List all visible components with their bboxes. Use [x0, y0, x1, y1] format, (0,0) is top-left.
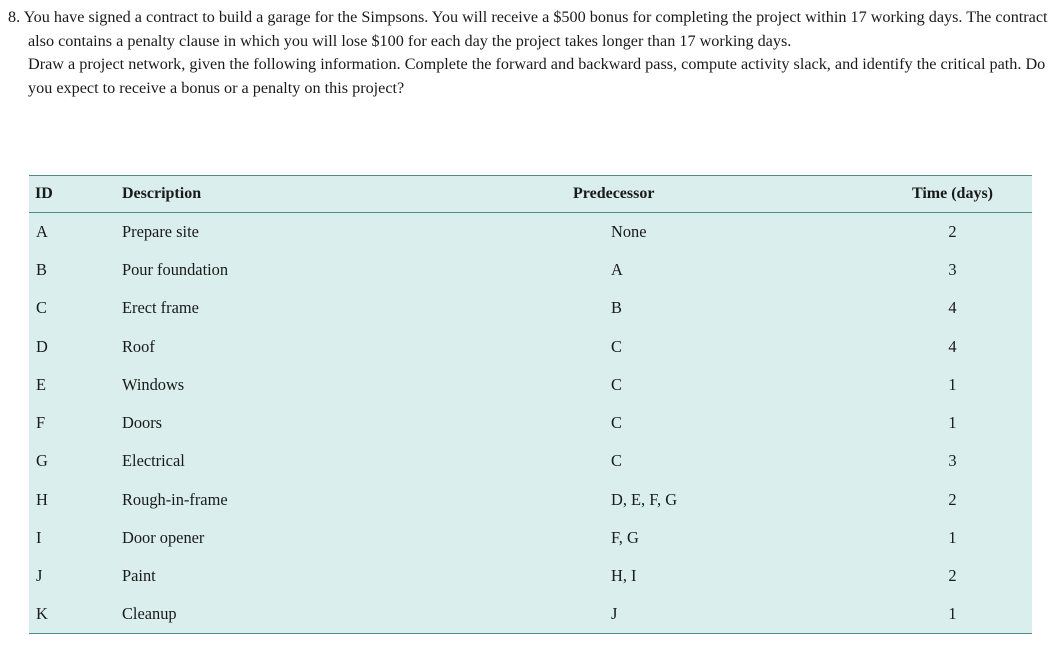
cell-description: Erect frame	[122, 298, 199, 318]
table-row	[29, 366, 1032, 404]
cell-time: 1	[948, 413, 957, 433]
cell-id: D	[36, 336, 48, 356]
table-row	[29, 595, 1032, 633]
cell-id: F	[36, 413, 46, 433]
cell-id: C	[36, 298, 47, 318]
cell-time: 2	[948, 566, 957, 586]
header-time: Time (days)	[911, 185, 994, 202]
cell-description: Windows	[122, 374, 185, 394]
cell-description: Cleanup	[122, 604, 177, 624]
table-row	[29, 404, 1032, 442]
table-row	[29, 251, 1032, 289]
problem-intro-paragraph: 8. You have signed a contract to build a garage for the Simpsons. You will receive a $500 bonus for completing the project within 17 working days. The contract also contains a penalty clause in which you will lose $100 for each day the project takes longer than 17 working days.	[8, 8, 1048, 50]
cell-predecessor: J	[611, 604, 618, 624]
cell-id: I	[36, 528, 42, 548]
table-row	[29, 481, 1032, 519]
table-body	[29, 213, 1032, 634]
header-description: Description	[122, 185, 202, 202]
cell-id: A	[36, 221, 48, 241]
table-header-row	[29, 176, 1032, 213]
cell-predecessor: F, G	[611, 528, 639, 548]
cell-id: H	[36, 489, 48, 509]
table-row	[29, 519, 1032, 557]
problem-statement	[8, 6, 1048, 100]
table-row	[29, 213, 1032, 251]
header-id: ID	[35, 185, 53, 202]
cell-time: 4	[948, 336, 957, 356]
cell-predecessor: C	[611, 336, 622, 356]
cell-predecessor: C	[611, 451, 622, 471]
problem-instructions-paragraph: Draw a project network, given the following information. Complete the forward and backward pass, compute activity slack, and identify the critical path. Do you expect to receive a bonus or a penalty on this project?	[28, 55, 1046, 97]
cell-time: 2	[948, 221, 957, 241]
cell-predecessor: A	[611, 259, 623, 279]
cell-id: G	[36, 451, 48, 471]
cell-predecessor: C	[611, 413, 622, 433]
cell-description: Paint	[122, 566, 156, 586]
cell-time: 2	[948, 489, 957, 509]
table-row	[29, 289, 1032, 327]
table-row	[29, 442, 1032, 480]
cell-predecessor: D, E, F, G	[611, 489, 678, 509]
cell-predecessor: C	[611, 374, 622, 394]
cell-description: Rough-in-frame	[122, 489, 228, 509]
activity-table	[29, 175, 1032, 634]
cell-description: Prepare site	[122, 221, 199, 241]
cell-time: 4	[948, 298, 957, 318]
cell-description: Roof	[122, 336, 155, 356]
cell-time: 3	[948, 259, 957, 279]
cell-id: J	[36, 566, 43, 586]
table-row	[29, 557, 1032, 595]
cell-predecessor: B	[611, 298, 622, 318]
cell-predecessor: None	[611, 221, 647, 241]
cell-description: Doors	[122, 413, 163, 433]
cell-id: B	[36, 259, 47, 279]
cell-predecessor: H, I	[611, 566, 637, 586]
cell-time: 1	[948, 374, 957, 394]
cell-id: K	[36, 604, 48, 624]
header-predecessor: Predecessor	[573, 185, 655, 202]
cell-id: E	[36, 374, 47, 394]
activity-table-container	[29, 175, 1032, 634]
cell-description: Door opener	[122, 528, 205, 548]
cell-description: Pour foundation	[122, 259, 229, 279]
table-header	[29, 176, 1032, 213]
cell-description: Electrical	[122, 451, 185, 471]
cell-time: 1	[948, 604, 957, 624]
cell-time: 3	[948, 451, 957, 471]
table-row	[29, 327, 1032, 365]
cell-time: 1	[948, 528, 957, 548]
